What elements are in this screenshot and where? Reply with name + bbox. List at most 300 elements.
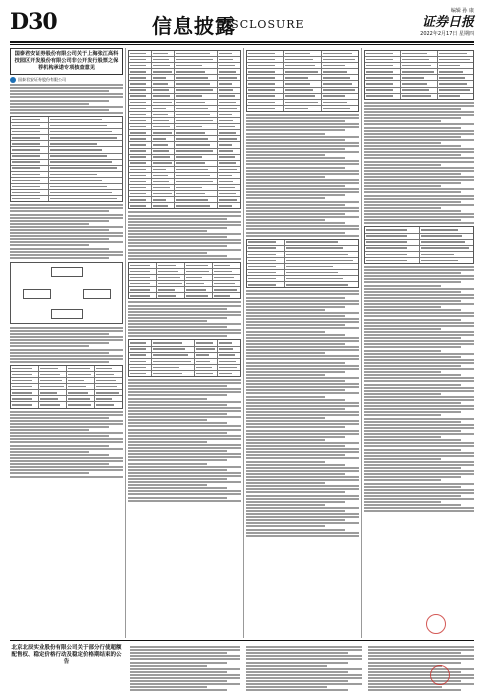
- company-logo-icon: [10, 77, 16, 83]
- text-line: [246, 442, 359, 444]
- text-line: [246, 439, 325, 441]
- text-line: [323, 71, 348, 73]
- text-line: [153, 144, 168, 146]
- text-line: [421, 260, 459, 262]
- table-cell: [420, 234, 474, 239]
- text-line: [364, 294, 474, 296]
- text-line: [214, 271, 232, 273]
- text-line: [248, 102, 275, 104]
- table-cell: [39, 384, 67, 389]
- table-cell: [152, 124, 175, 129]
- text-line: [128, 472, 241, 474]
- text-line: [10, 414, 123, 416]
- text-line: [68, 386, 86, 388]
- text-line: [246, 297, 345, 299]
- text-line: [96, 374, 114, 376]
- text-line: [128, 308, 227, 310]
- text-line: [364, 151, 474, 153]
- table-cell: [365, 258, 420, 263]
- text-line: [364, 387, 474, 389]
- text-line: [130, 138, 146, 140]
- table-cell: [247, 94, 284, 99]
- text-line: [153, 373, 182, 375]
- text-line: [176, 181, 213, 183]
- text-line: [10, 423, 123, 425]
- text-line: [128, 326, 227, 328]
- text-line: [128, 224, 241, 226]
- text-line: [10, 93, 123, 95]
- text-line: [40, 404, 60, 406]
- text-line: [246, 655, 362, 657]
- text-line: [219, 108, 237, 110]
- table-cell: [152, 130, 175, 135]
- text-line: [364, 445, 474, 447]
- table-cell: [218, 340, 240, 345]
- text-line: [153, 59, 169, 61]
- text-line: [128, 478, 227, 480]
- text-line: [364, 285, 441, 287]
- table-cell: [247, 57, 284, 62]
- text-line: [10, 109, 109, 111]
- text-line: [364, 353, 474, 355]
- text-line: [246, 658, 362, 660]
- text-line: [246, 290, 359, 292]
- text-line: [176, 77, 208, 79]
- table-cell: [218, 203, 240, 208]
- text-line: [246, 368, 359, 370]
- table-cell: [39, 372, 67, 377]
- text-line: [128, 438, 241, 440]
- table-cell: [49, 196, 122, 201]
- table-cell: [129, 124, 152, 129]
- table-cell: [152, 179, 175, 184]
- text-line: [130, 199, 146, 201]
- text-line: [128, 379, 241, 381]
- text-line: [50, 198, 116, 200]
- text-line: [364, 117, 461, 119]
- text-line: [366, 83, 393, 85]
- text-line: [364, 402, 461, 404]
- table-cell: [152, 100, 175, 105]
- text-line: [364, 297, 474, 299]
- table-cell: [175, 88, 218, 93]
- table-cell: [95, 384, 122, 389]
- text-line: [246, 210, 359, 212]
- text-line: [246, 151, 359, 153]
- text-line: [246, 142, 359, 144]
- text-line: [219, 120, 233, 122]
- text-line: [176, 205, 210, 207]
- table-cell: [247, 100, 284, 105]
- text-line: [128, 394, 227, 396]
- text-line: [246, 352, 325, 354]
- table-cell: [218, 75, 240, 80]
- text-line: [323, 83, 353, 85]
- table-cell: [284, 100, 321, 105]
- table-cell: [129, 149, 152, 154]
- text-line: [130, 373, 146, 375]
- text-line: [176, 114, 210, 116]
- text-line: [364, 315, 474, 317]
- table-cell: [152, 173, 175, 178]
- text-line: [246, 334, 345, 336]
- text-line: [130, 361, 146, 363]
- text-line: [214, 283, 235, 285]
- text-line: [246, 365, 359, 367]
- table-cell: [175, 69, 218, 74]
- text-line: [50, 180, 102, 182]
- text-line: [10, 448, 123, 450]
- table-cell: [218, 365, 240, 370]
- text-line: [364, 139, 474, 141]
- text-line: [176, 89, 213, 91]
- text-line: [128, 407, 241, 409]
- text-line: [176, 59, 213, 61]
- table-cell: [129, 81, 152, 86]
- table-cell: [11, 154, 49, 159]
- text-line: [130, 95, 146, 97]
- text-line: [364, 411, 461, 413]
- text-line: [246, 504, 325, 506]
- text-line: [153, 120, 169, 122]
- text-line: [246, 535, 359, 537]
- text-line: [364, 176, 474, 178]
- text-line: [368, 677, 474, 679]
- text-line: [130, 354, 146, 356]
- table-cell: [438, 75, 473, 80]
- table-cell: [175, 81, 218, 86]
- text-line: [285, 77, 308, 79]
- text-line: [246, 680, 348, 682]
- text-line: [130, 126, 146, 128]
- text-line: [10, 106, 123, 108]
- text-line: [50, 137, 116, 139]
- text-line: [12, 131, 40, 133]
- text-line: [246, 485, 359, 487]
- text-line: [248, 59, 275, 61]
- text-line: [364, 207, 441, 209]
- table-cell: [218, 51, 240, 56]
- bottom-article-title: 北京北辰实业股份有限公司关于部分行使超额配售权、稳定价格行动及稳定价格期结束的公告: [11, 645, 122, 665]
- text-line: [368, 655, 474, 657]
- body-text: [364, 266, 474, 512]
- text-line: [50, 125, 107, 127]
- text-line: [246, 451, 359, 453]
- text-line: [128, 413, 227, 415]
- text-line: [246, 411, 359, 413]
- text-line: [246, 204, 345, 206]
- text-line: [364, 198, 474, 200]
- text-line: [10, 469, 123, 471]
- text-line: [128, 236, 227, 238]
- body-text: [364, 102, 474, 225]
- text-line: [246, 389, 345, 391]
- text-line: [364, 473, 474, 475]
- text-line: [364, 380, 474, 382]
- table-cell: [175, 94, 218, 99]
- text-line: [128, 481, 241, 483]
- text-line: [246, 228, 359, 230]
- text-line: [96, 386, 117, 388]
- text-line: [246, 148, 345, 150]
- table-cell: [67, 384, 95, 389]
- table-cell: [49, 135, 122, 140]
- column-3: [246, 48, 359, 638]
- table-cell: [175, 106, 218, 111]
- text-line: [246, 665, 327, 667]
- table-cell: [218, 185, 240, 190]
- table-cell: [218, 142, 240, 147]
- text-line: [364, 120, 441, 122]
- text-line: [364, 167, 474, 169]
- table-cell: [129, 136, 152, 141]
- text-line: [10, 229, 109, 231]
- text-line: [128, 475, 241, 477]
- text-line: [10, 417, 109, 419]
- text-line: [128, 245, 227, 247]
- text-line: [176, 169, 208, 171]
- text-line: [219, 89, 233, 91]
- text-line: [128, 323, 241, 325]
- text-line: [130, 649, 240, 651]
- text-line: [196, 348, 215, 350]
- text-line: [219, 205, 232, 207]
- text-line: [10, 235, 123, 237]
- text-line: [364, 303, 474, 305]
- diagram-node: [51, 309, 83, 319]
- text-line: [10, 103, 89, 105]
- text-line: [153, 199, 166, 201]
- text-line: [364, 266, 474, 268]
- text-line: [128, 487, 227, 489]
- text-line: [246, 343, 345, 345]
- table-cell: [129, 293, 157, 298]
- text-line: [364, 309, 461, 311]
- text-line: [10, 435, 109, 437]
- text-line: [364, 405, 474, 407]
- text-line: [10, 355, 123, 357]
- text-line: [246, 671, 348, 673]
- text-line: [128, 469, 227, 471]
- text-line: [246, 467, 359, 469]
- table-cell: [285, 276, 358, 281]
- table-cell: [195, 340, 218, 345]
- text-line: [366, 241, 407, 243]
- table-cell: [175, 185, 218, 190]
- text-line: [246, 491, 345, 493]
- table-cell: [284, 51, 321, 56]
- text-line: [246, 197, 325, 199]
- table-cell: [152, 81, 175, 86]
- text-line: [246, 235, 359, 237]
- text-line: [50, 119, 102, 121]
- text-line: [246, 120, 345, 122]
- text-line: [364, 136, 461, 138]
- table-cell: [67, 372, 95, 377]
- text-line: [130, 342, 146, 344]
- text-line: [50, 186, 107, 188]
- text-line: [364, 281, 461, 283]
- table-cell: [218, 359, 240, 364]
- text-line: [246, 399, 345, 401]
- table-cell: [152, 94, 175, 99]
- text-line: [246, 686, 327, 688]
- text-line: [364, 368, 474, 370]
- table-cell: [247, 63, 284, 68]
- table-cell: [11, 178, 49, 183]
- table-cell: [152, 340, 195, 345]
- data-table: [246, 50, 359, 112]
- table-cell: [95, 372, 122, 377]
- table-cell: [218, 100, 240, 105]
- text-line: [248, 77, 275, 79]
- table-cell: [322, 69, 358, 74]
- text-line: [153, 175, 168, 177]
- text-line: [128, 311, 241, 313]
- text-line: [130, 53, 146, 55]
- table-cell: [157, 293, 185, 298]
- text-line: [128, 404, 227, 406]
- table-cell: [218, 179, 240, 184]
- table-cell: [284, 106, 321, 111]
- text-line: [130, 277, 150, 279]
- text-line: [246, 513, 359, 515]
- text-line: [10, 429, 89, 431]
- text-line: [50, 192, 111, 194]
- text-line: [366, 235, 407, 237]
- text-line: [10, 327, 123, 329]
- table-cell: [365, 51, 401, 56]
- text-line: [219, 102, 236, 104]
- text-line: [10, 241, 123, 243]
- table-cell: [152, 118, 175, 123]
- text-line: [246, 649, 362, 651]
- text-line: [366, 229, 407, 231]
- table-cell: [247, 69, 284, 74]
- table-cell: [322, 94, 358, 99]
- text-line: [246, 163, 359, 165]
- text-line: [128, 466, 241, 468]
- table-cell: [95, 402, 122, 407]
- text-line: [130, 295, 150, 297]
- text-line: [364, 319, 461, 321]
- text-line: [323, 95, 345, 97]
- text-line: [364, 495, 461, 497]
- text-line: [128, 441, 207, 443]
- text-line: [246, 157, 345, 159]
- info-table: [10, 365, 123, 409]
- text-line: [12, 167, 40, 169]
- text-line: [10, 466, 123, 468]
- bottom-text: [130, 645, 240, 691]
- table-cell: [175, 173, 218, 178]
- table-cell: [11, 184, 49, 189]
- text-line: [285, 102, 317, 104]
- text-line: [364, 377, 474, 379]
- text-line: [10, 232, 123, 234]
- text-line: [246, 355, 359, 357]
- text-line: [246, 386, 359, 388]
- table-cell: [129, 51, 152, 56]
- text-line: [364, 154, 461, 156]
- text-line: [128, 410, 241, 412]
- text-line: [68, 392, 88, 394]
- text-line: [364, 275, 474, 277]
- text-line: [10, 420, 123, 422]
- table-cell: [247, 264, 285, 269]
- table-cell: [152, 167, 175, 172]
- text-line: [219, 348, 233, 350]
- table-cell: [152, 197, 175, 202]
- text-line: [12, 192, 40, 194]
- text-line: [176, 126, 202, 128]
- text-line: [364, 219, 461, 221]
- text-line: [12, 149, 40, 151]
- text-line: [364, 325, 474, 327]
- text-line: [10, 210, 109, 212]
- text-line: [219, 114, 232, 116]
- text-line: [439, 59, 470, 61]
- text-line: [246, 464, 345, 466]
- table-cell: [185, 269, 213, 274]
- table-cell: [175, 197, 218, 202]
- text-line: [246, 201, 359, 203]
- table-cell: [11, 160, 49, 165]
- table-cell: [129, 88, 152, 93]
- text-line: [128, 227, 227, 229]
- text-line: [246, 213, 345, 215]
- text-line: [130, 181, 146, 183]
- text-line: [364, 470, 474, 472]
- text-line: [10, 84, 123, 86]
- text-line: [364, 173, 461, 175]
- table-row: [365, 94, 473, 99]
- text-line: [364, 133, 474, 135]
- table-cell: [11, 117, 49, 122]
- table-cell: [218, 347, 240, 352]
- text-line: [364, 331, 474, 333]
- table-cell: [284, 69, 321, 74]
- text-line: [366, 71, 393, 73]
- text-line: [246, 377, 359, 379]
- text-line: [40, 386, 64, 388]
- table-cell: [152, 155, 175, 160]
- table-cell: [195, 365, 218, 370]
- text-line: [368, 652, 461, 654]
- table-cell: [285, 264, 358, 269]
- text-line: [364, 359, 474, 361]
- table-cell: [129, 347, 152, 352]
- text-line: [323, 59, 355, 61]
- text-line: [130, 108, 146, 110]
- text-line: [130, 662, 227, 664]
- text-line: [130, 671, 227, 673]
- text-line: [246, 194, 345, 196]
- text-line: [10, 349, 123, 351]
- text-line: [10, 411, 123, 413]
- text-line: [130, 271, 150, 273]
- text-line: [285, 95, 315, 97]
- text-line: [364, 337, 461, 339]
- table-cell: [284, 57, 321, 62]
- text-line: [128, 230, 207, 232]
- table-cell: [218, 81, 240, 86]
- table-cell: [185, 293, 213, 298]
- text-line: [130, 132, 146, 134]
- text-line: [219, 65, 235, 67]
- table-cell: [157, 263, 185, 268]
- text-line: [364, 161, 474, 163]
